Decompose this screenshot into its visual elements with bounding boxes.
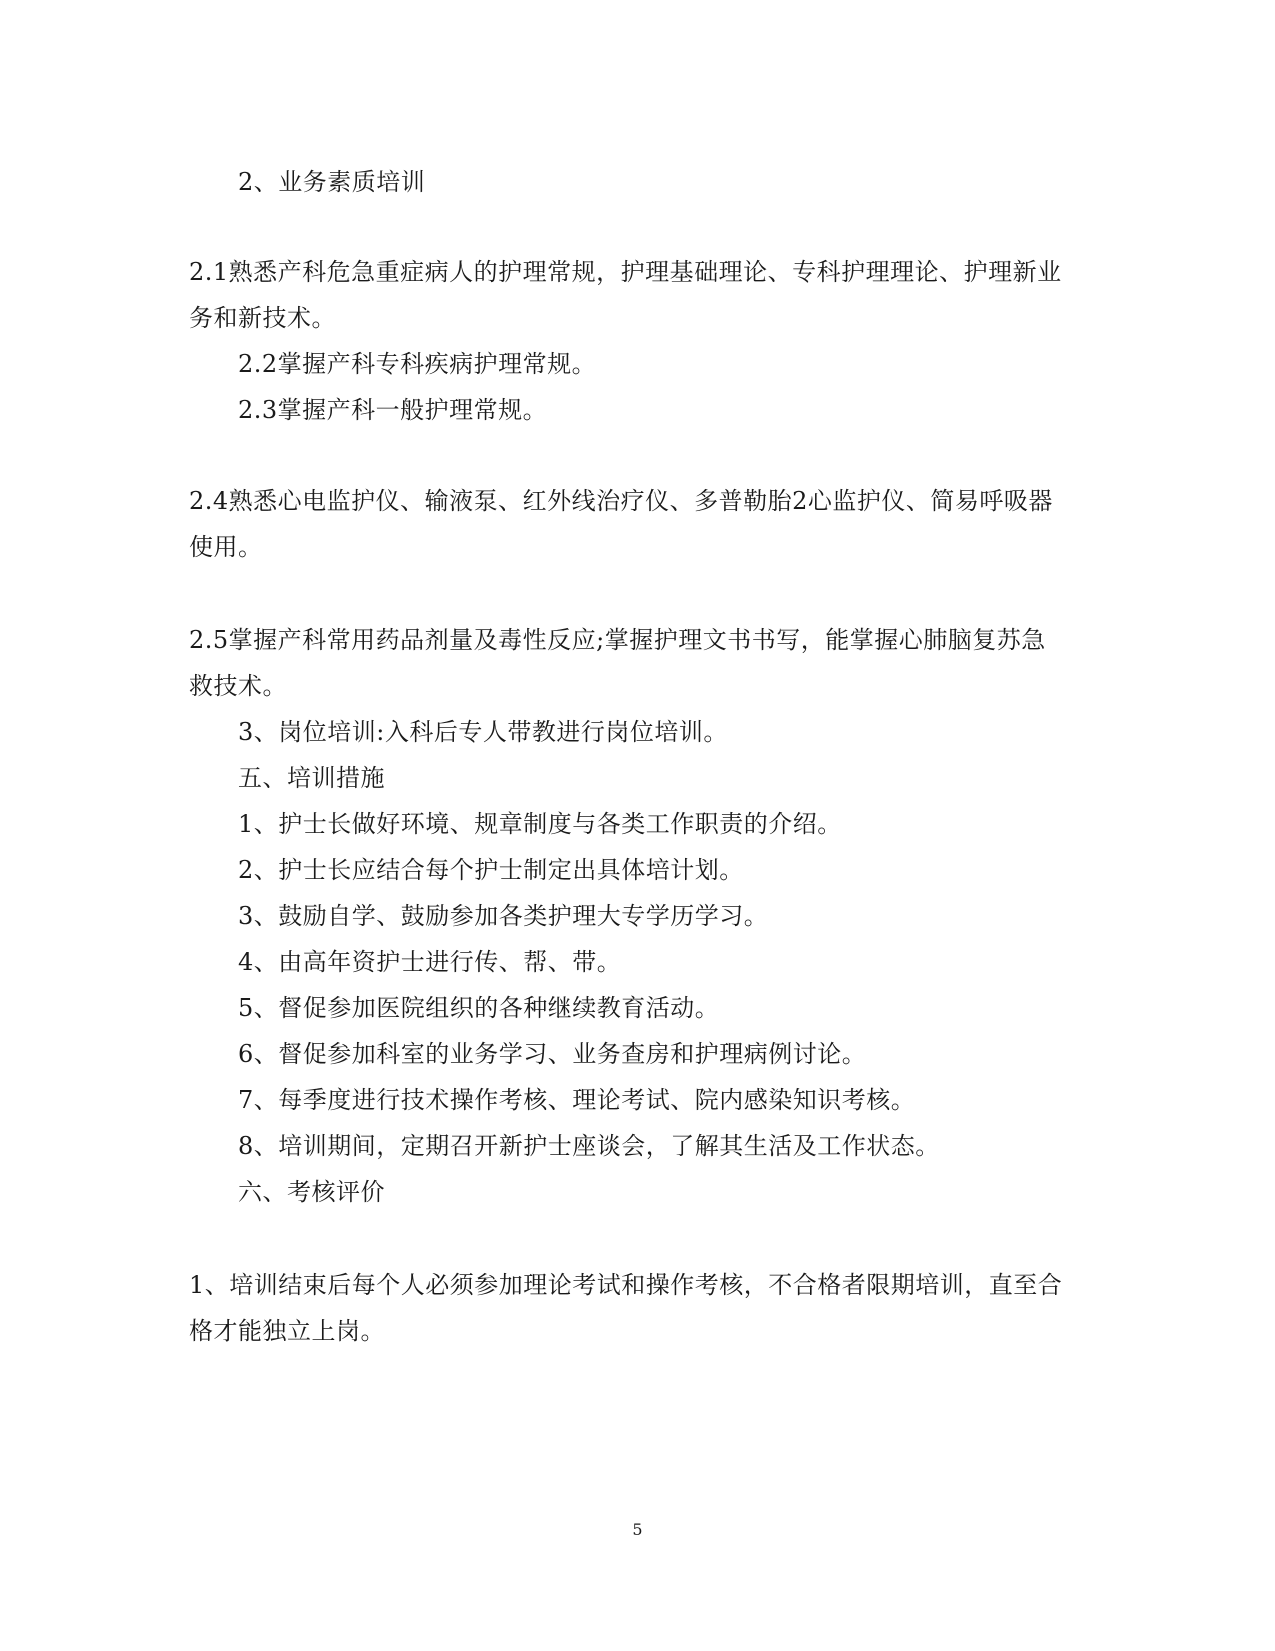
item-2-5-line-2: 救技术。	[189, 672, 287, 700]
evaluation-1-line-2: 格才能独立上岗。	[189, 1317, 385, 1345]
item-2-heading: 2、业务素质培训	[238, 168, 426, 196]
section-5-heading: 五、培训措施	[238, 764, 385, 792]
item-2-1-line-2: 务和新技术。	[189, 304, 336, 332]
measure-5: 5、督促参加医院组织的各种继续教育活动。	[238, 994, 720, 1022]
item-3-heading: 3、岗位培训:入科后专人带教进行岗位培训。	[238, 718, 728, 746]
item-2-4-line-2: 使用。	[189, 533, 263, 561]
section-6-heading: 六、考核评价	[238, 1178, 385, 1206]
measure-3: 3、鼓励自学、鼓励参加各类护理大专学历学习。	[238, 902, 769, 930]
measure-2: 2、护士长应结合每个护士制定出具体培计划。	[238, 856, 744, 884]
item-2-5-line-1: 2.5掌握产科常用药品剂量及毒性反应;掌握护理文书书写，能掌握心肺脑复苏急	[189, 626, 1046, 654]
measure-7: 7、每季度进行技术操作考核、理论考试、院内感染知识考核。	[238, 1086, 916, 1114]
measure-4: 4、由高年资护士进行传、帮、带。	[238, 948, 622, 976]
item-2-2: 2.2掌握产科专科疾病护理常规。	[238, 350, 597, 378]
item-2-3: 2.3掌握产科一般护理常规。	[238, 396, 548, 424]
page-number: 5	[632, 1520, 643, 1539]
item-2-4-line-1: 2.4熟悉心电监护仪、输液泵、红外线治疗仪、多普勒胎2心监护仪、简易呼吸器	[189, 487, 1053, 515]
measure-1: 1、护士长做好环境、规章制度与各类工作职责的介绍。	[238, 810, 842, 838]
measure-6: 6、督促参加科室的业务学习、业务查房和护理病例讨论。	[238, 1040, 867, 1068]
evaluation-1-line-1: 1、培训结束后每个人必须参加理论考试和操作考核，不合格者限期培训，直至合	[189, 1271, 1063, 1299]
measure-8: 8、培训期间，定期召开新护士座谈会，了解其生活及工作状态。	[238, 1132, 940, 1160]
item-2-1-line-1: 2.1熟悉产科危急重症病人的护理常规，护理基础理论、专科护理理论、护理新业	[189, 258, 1062, 286]
